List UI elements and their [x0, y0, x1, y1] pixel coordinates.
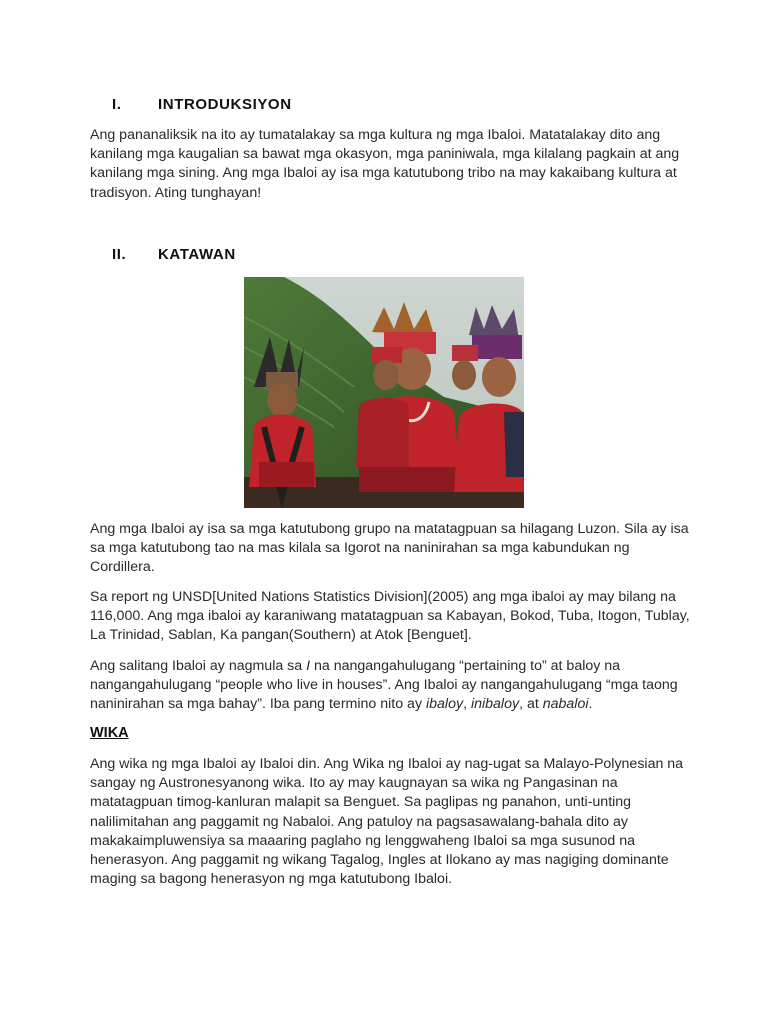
wika-paragraph: Ang wika ng mga Ibaloi ay Ibaloi din. Ang Wika ng Ibaloi ay nag-ugat sa Malayo-Polynesian na sangay ng Austronesyanong wika. Ito ay may kaugnayan sa wika ng Pangasinan na matatagpuan timog-kanluran malapit sa Benguet. Sa paglipas ng panahon, unti-unting nalilimitahan ang paggamit ng Nabaloi. Ang patuloy na pagsasawalang-bahala dito ay makakaimpluwensiya sa maaaring paglaho ng lenggwaheng Ibaloi sa mga susunod na henerasyon. Ang paggamit ng wikang Tagalog, Ingles at Ilokano ay mas nagiging dominante maging sa bagong henerasyon ng mga katutubong Ibaloi. — [90, 756, 684, 888]
section-title: INTRODUKSIYON — [158, 96, 292, 113]
etymology-prefix: I — [306, 658, 311, 674]
intro-paragraph: Ang pananaliksik na ito ay tumatalakay sa mga kultura ng mga Ibaloi. Matatalakay dito ang kanilang mga kaugalian sa bawat mga okasyon, mga paniniwala, mga kilalang pagkain at ang kanilang mga sining. Ang mga Ibaloi ay isa mga katutubong tribo na may kakaibang kultura at tradisyon. Ating tunghayan! — [90, 127, 680, 201]
etymology-term-inibaloy: inibaloy — [470, 696, 520, 713]
body-paragraph-2: Sa report ng UNSD[United Nations Statistics Division](2005) ang mga ibaloi ay may bilang na 116,000. Ang mga ibaloi ay karaniwang matatagpuan sa Kabayan, Bokod, Tuba, Itogon, Tublay, La Trinidad, Sablan, Ka pangan(Southern) at Atok [Benguet]. — [90, 589, 690, 644]
separator: , — [463, 696, 471, 713]
section-heading-katawan — [112, 246, 236, 263]
wika-subheading: WIKA — [90, 725, 129, 741]
separator: , at — [519, 696, 543, 713]
period: . — [588, 696, 593, 713]
etymology-term-ibaloy: ibaloy — [425, 696, 464, 713]
section-number: II. — [112, 246, 127, 263]
etymology-term-nabaloi: nabaloi — [542, 696, 589, 713]
section-number: I. — [112, 96, 122, 113]
etymology-middle: na nangangahulugang “pertaining to” at baloy na nangangahulugang “people who live in houses”. Ang Ibaloi ay nangangahulugang “mga taong naninirahan sa mga bahay”. Iba pang termino nito ay — [90, 658, 678, 713]
etymology-intro: Ang salitang Ibaloi ay nagmula sa — [90, 658, 307, 674]
section-heading-introduksiyon — [112, 96, 292, 113]
ibaloi-elders-photo — [244, 277, 524, 508]
body-paragraph-1: Ang mga Ibaloi ay isa sa mga katutubong grupo na matatagpuan sa hilagang Luzon. Sila ay isa sa mga katutubong tao na mas kilala sa Igorot na naninirahan sa mga kabundukan ng Cordillera. — [90, 521, 689, 576]
etymology-paragraph — [90, 657, 690, 715]
section-title: KATAWAN — [158, 246, 236, 263]
